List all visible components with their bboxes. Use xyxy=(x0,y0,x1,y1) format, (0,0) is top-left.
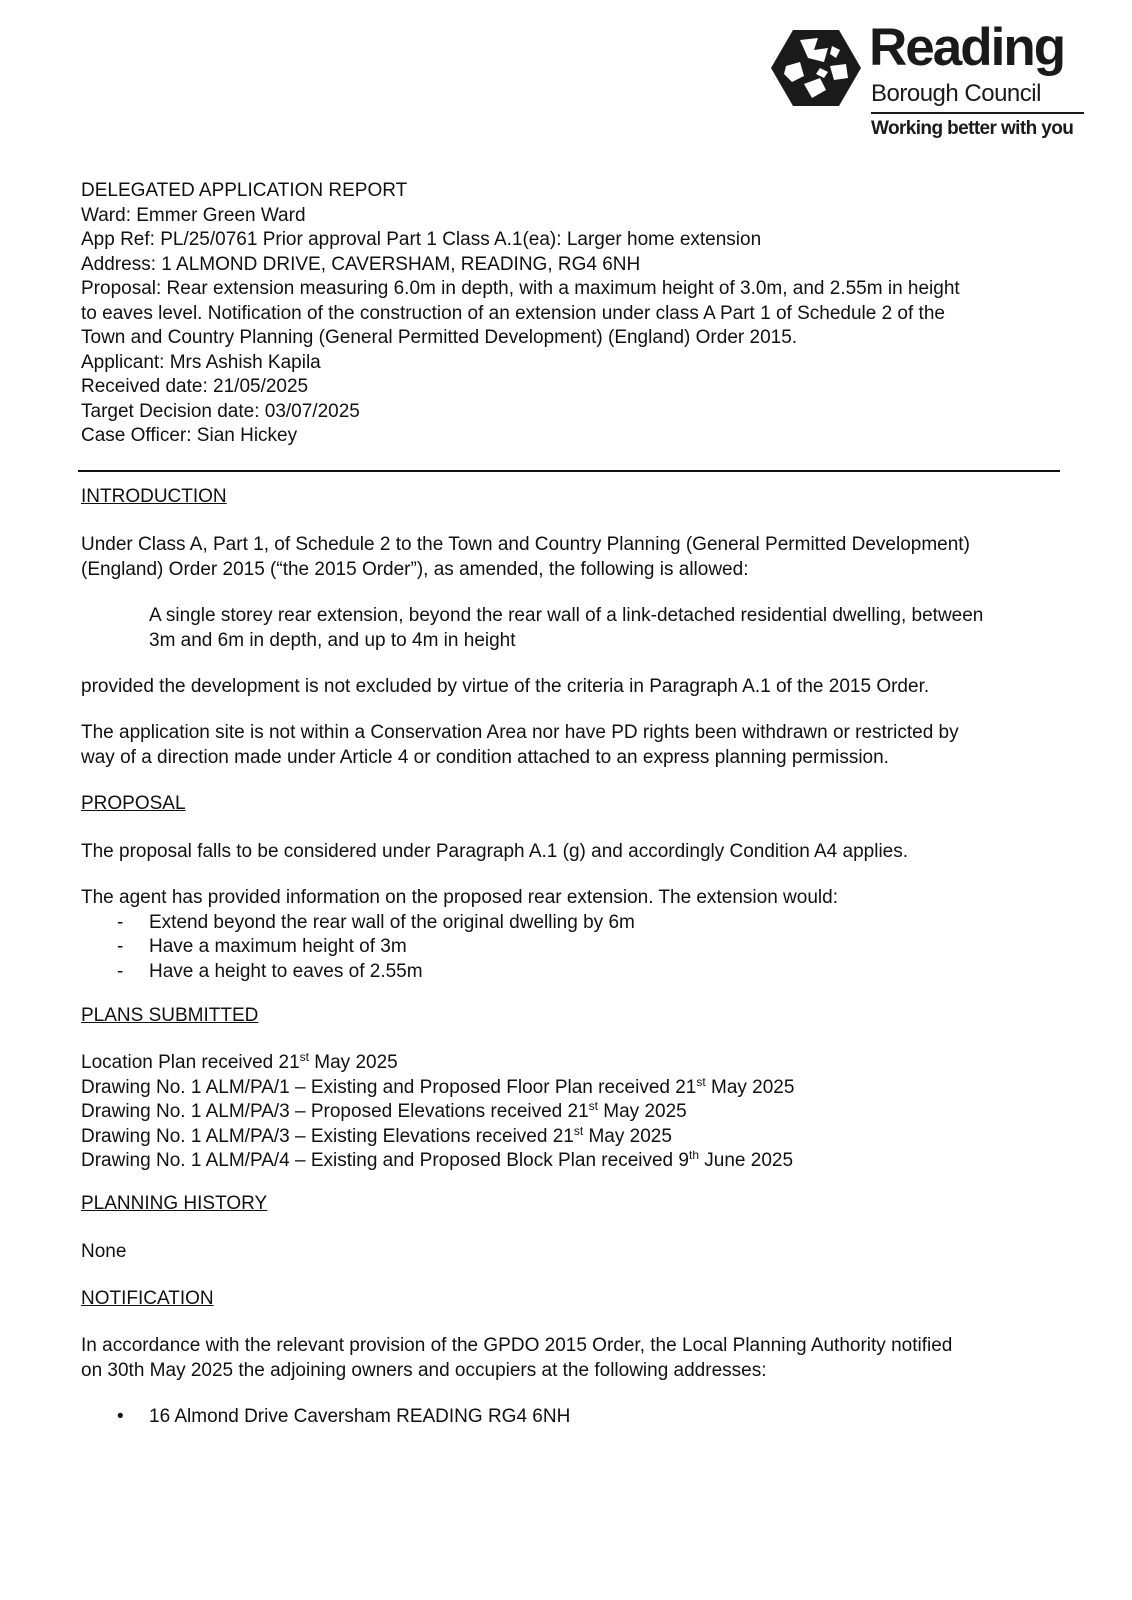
plan-ordinal: st xyxy=(573,1123,584,1138)
address-list xyxy=(81,1405,1059,1430)
plan-ordinal: st xyxy=(299,1050,309,1064)
logo-name: Reading xyxy=(869,18,1065,77)
proposal-details xyxy=(81,886,1059,984)
target-date-line: Target Decision date: 03/07/2025 xyxy=(81,400,360,422)
paragraph-line: provided the development is not excluded by virtue of the criteria in Paragraph A.1 of the 2015 Order. xyxy=(81,676,930,697)
proposal-line: to eaves level. Notification of the construction of an extension under class A Part 1 of Schedule 2 of the xyxy=(81,302,945,324)
paragraph-line: The application site is not within a Conservation Area nor have PD rights been withdrawn or restricted by xyxy=(81,722,959,743)
section-heading: PROPOSAL xyxy=(81,793,186,814)
plan-text: Drawing No. 1 ALM/PA/4 – Existing and Proposed Block Plan received 9 xyxy=(81,1150,689,1171)
plan-row xyxy=(81,1149,1059,1174)
list-item: • 16 Almond Drive Caversham READING RG4 6NH xyxy=(81,1405,1059,1430)
paragraph-line: None xyxy=(81,1241,127,1262)
council-emblem-icon xyxy=(770,28,862,108)
paragraph-line: The proposal falls to be considered under Paragraph A.1 (g) and accordingly Condition A4 applies. xyxy=(81,841,909,862)
plan-text: June 2025 xyxy=(699,1150,794,1171)
council-logo xyxy=(770,18,1090,142)
extension-list xyxy=(81,911,1059,985)
plans-heading xyxy=(81,1004,1059,1029)
plan-text: Drawing No. 1 ALM/PA/1 – Existing and Proposed Floor Plan received 21 xyxy=(81,1076,697,1098)
section-heading: PLANNING HISTORY xyxy=(81,1193,268,1214)
criteria-paragraph xyxy=(81,675,1059,700)
section-heading: PLANS SUBMITTED xyxy=(81,1005,259,1026)
applicant-line: Applicant: Mrs Ashish Kapila xyxy=(81,351,321,373)
plan-text: May 2025 xyxy=(705,1076,795,1098)
plan-ordinal: st xyxy=(696,1074,706,1089)
plan-ordinal: st xyxy=(588,1099,598,1113)
paragraph-line: The agent has provided information on the proposed rear extension. The extension would: xyxy=(81,887,838,908)
list-item: - Have a maximum height of 3m xyxy=(81,935,1059,960)
case-officer-line: Case Officer: Sian Hickey xyxy=(81,425,298,446)
paragraph-line: on 30th May 2025 the adjoining owners and occupiers at the following addresses: xyxy=(81,1359,767,1381)
plan-text: Location Plan received 21 xyxy=(81,1052,300,1073)
section-heading: NOTIFICATION xyxy=(81,1288,214,1309)
section-heading: INTRODUCTION xyxy=(81,486,227,507)
plan-row xyxy=(81,1125,1059,1150)
plan-text: May 2025 xyxy=(309,1052,398,1073)
plans-list xyxy=(81,1051,1059,1174)
proposal-line: Proposal: Rear extension measuring 6.0m in depth, with a maximum height of 3.0m, and 2.55m in height xyxy=(81,278,960,299)
report-header xyxy=(81,179,1059,449)
logo-divider xyxy=(871,112,1084,114)
notification-heading xyxy=(81,1287,1059,1312)
address-line: Address: 1 ALMOND DRIVE, CAVERSHAM, READING, RG4 6NH xyxy=(81,253,641,275)
history-text xyxy=(81,1240,1059,1265)
paragraph-line: way of a direction made under Article 4 or condition attached to an express planning permission. xyxy=(81,746,889,768)
paragraph-line: (England) Order 2015 (“the 2015 Order”), as amended, the following is allowed: xyxy=(81,558,749,580)
paragraph-line: In accordance with the relevant provision of the GPDO 2015 Order, the Local Planning Authority notified xyxy=(81,1335,953,1356)
plan-row xyxy=(81,1051,1059,1076)
plan-text: May 2025 xyxy=(583,1125,672,1147)
plan-text: May 2025 xyxy=(598,1101,687,1122)
proposal-heading xyxy=(81,792,1059,817)
report-title: DELEGATED APPLICATION REPORT xyxy=(81,180,408,201)
history-heading xyxy=(81,1192,1059,1217)
plan-row xyxy=(81,1100,1059,1125)
plan-ordinal: th xyxy=(688,1148,699,1162)
logo-tagline: Working better with you xyxy=(871,118,1074,139)
plan-row xyxy=(81,1076,1059,1101)
introduction-heading xyxy=(81,485,1059,510)
quote-line: 3m and 6m in depth, and up to 4m in height xyxy=(149,629,516,651)
proposal-paragraph xyxy=(81,840,1059,865)
paragraph-line: Under Class A, Part 1, of Schedule 2 to the Town and Country Planning (General Permitted Development) xyxy=(81,534,970,555)
ward-line: Ward: Emmer Green Ward xyxy=(81,204,306,226)
logo-subtitle: Borough Council xyxy=(871,80,1041,107)
list-item: - Extend beyond the rear wall of the original dwelling by 6m xyxy=(81,911,1059,936)
header-divider xyxy=(78,470,1060,472)
quote-line: A single storey rear extension, beyond the rear wall of a link-detached residential dwelling, between xyxy=(149,605,984,626)
app-ref-line: App Ref: PL/25/0761 Prior approval Part 1 Class A.1(ea): Larger home extension xyxy=(81,229,762,250)
list-item: - Have a height to eaves of 2.55m xyxy=(81,960,1059,985)
conservation-paragraph xyxy=(81,721,1059,770)
proposal-line: Town and Country Planning (General Permitted Development) (England) Order 2015. xyxy=(81,327,798,348)
plan-text: Drawing No. 1 ALM/PA/3 – Existing Elevations received 21 xyxy=(81,1125,574,1147)
allowance-quote xyxy=(81,604,1127,653)
plan-text: Drawing No. 1 ALM/PA/3 – Proposed Elevations received 21 xyxy=(81,1101,589,1122)
introduction-paragraph xyxy=(81,533,1059,582)
received-date-line: Received date: 21/05/2025 xyxy=(81,376,309,397)
notification-paragraph xyxy=(81,1334,1059,1383)
